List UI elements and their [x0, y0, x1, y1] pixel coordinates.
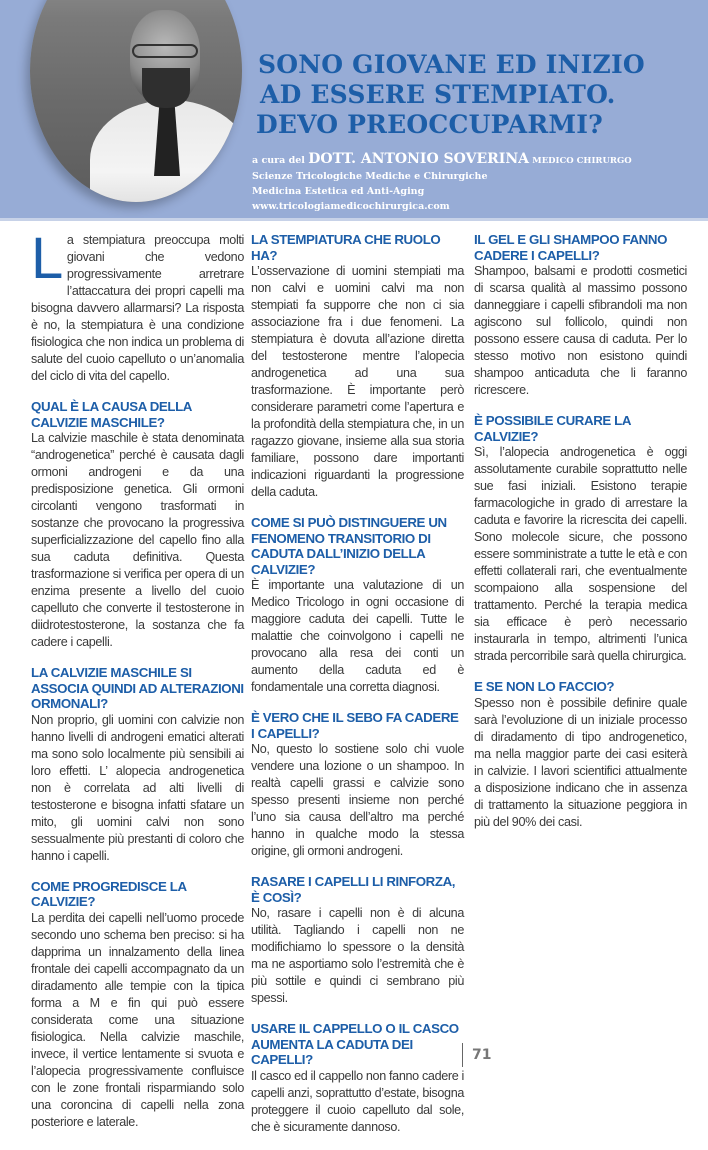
section-body: La perdita dei capelli nell’uomo procede secondo uno schema ben preciso: si ha dapprima un innalzamento della linea frontale dei capelli accompagnato da un diradamento alle tempie con la tipica forma a M e fin qui può essere considerata come una situazione fisiologica. Nella calvizie maschile, invece, il vertice lentamente si svuota e l’alopecia progressivamente confluisce con le zone frontali risparmiando solo una coroncina di capelli nella zona posteriore e laterale.	[31, 910, 244, 1129]
section-heading: QUAL È LA CAUSA DELLA CALVIZIE MASCHILE?	[31, 399, 192, 430]
page-number: 71	[462, 1043, 491, 1067]
portrait-beard	[142, 68, 190, 108]
article-column-2	[251, 232, 464, 1150]
section-body: No, rasare i capelli non è di alcuna utilità. Tagliando i capelli non ne modifichiamo lo spessore o la densità ma ne asportiamo solo l’estremità che è più sottile e quindi ci sembrano più spessi.	[251, 906, 464, 1005]
author-byline	[252, 152, 702, 214]
section-heading: LA CALVIZIE MASCHILE SI ASSOCIA QUINDI AD ALTERAZIONI ORMONALI?	[31, 665, 244, 711]
author-specialty-2: Medicina Estetica ed Anti-Aging	[252, 186, 425, 197]
article-title	[258, 50, 698, 140]
section-body: L’osservazione di uomini stempiati ma non calvi e uomini calvi ma non stempiati fa supporre che non ci sia associazione fra i due fenomeni. La stempiatura è dovuta all’azione diretta del testosterone mentre l’alopecia androgenetica ad una sua trasformazione. È importante però considerare parametri come l’apertura e la profondità della stempiatura che, in un ragazzo giovane, insieme alla sua storia familiare, possono dare importanti indicazioni riguardanti la progressione della caduta.	[251, 264, 464, 499]
section-body: Spesso non è possibile definire quale sarà l’evoluzione di un iniziale processo di diradamento di tipo androgenetico, ma nella maggior parte dei casi esiterà in calvizie. I lavori scientifici attualmente a disposizione indicano che in assenza di trattamento la situazione peggiora in più del 90% dei casi.	[474, 695, 687, 829]
header-divider	[0, 218, 708, 221]
title-line-1: SONO GIOVANE ED INIZIO	[258, 50, 645, 79]
section-heading: È POSSIBILE CURARE LA CALVIZIE?	[474, 413, 631, 444]
section-heading: COME PROGREDISCE LA CALVIZIE?	[31, 878, 187, 909]
intro-body: a stempiatura preoccupa molti giovani che vedono progressivamente arretrare l’attaccatura dei propri capelli ma bisogna davvero allarmarsi? La risposta è no, la stempiatura è una condizione fisiologica che non indica un problema di salute del cuoio capelluto o un’anomalia del ciclo di vita del capello.	[31, 233, 244, 383]
intro-paragraph	[31, 226, 244, 385]
title-line-3: DEVO PREOCCUPARMI?	[256, 110, 603, 139]
section-heading: COME SI PUÒ DISTINGUERE UN FENOMENO TRANSITORIO DI CADUTA DALL’INIZIO DELLA CALVIZIE?	[251, 515, 447, 577]
byline-prefix: a cura del	[252, 155, 305, 166]
section-body: Il casco ed il cappello non fanno cadere i capelli anzi, soprattutto d’estate, bisogna proteggere il cuoio capelluto dal sole, che è sicuramente dannoso.	[251, 1068, 464, 1134]
author-website[interactable]: www.tricologiamedicochirurgica.com	[252, 201, 450, 212]
article-header	[0, 0, 708, 218]
author-specialty: Scienze Tricologiche Mediche e Chirurgiche	[252, 171, 488, 182]
section-body: Sì, l’alopecia androgenetica è oggi assolutamente curabile soprattutto nelle sue fasi iniziali. Esistono terapie farmacologiche in grado di arrestare la caduta e favorire la ricrescita dei capelli. Sono molecole sicure, che possono essere somministrate a tutte le età e con effetti collaterali rari, che eventualmente scompaiono alla sospensione del trattamento. Perché la terapia medica sia efficace è però necessario instaurarla in tempo, altrimenti l’unica strada percorribile sarà quella chirurgica.	[474, 445, 687, 663]
drop-cap: L	[31, 226, 63, 291]
section-body: Non proprio, gli uomini con calvizie non hanno livelli di androgeni ematici alterati ma sono solo localmente più sensibili ai loro effetti. L’ alopecia androgenetica non è correlata ad alti livelli di testosterone e bisogna infatti sfatare un mito, gli uomini calvi non sono sessualmente più prestanti di coloro che hanno i capelli.	[31, 712, 244, 863]
section-body: La calvizie maschile è stata denominata “androgenetica” perché è causata dagli ormoni androgeni e da una predisposizione genetica. Gli ormoni circolanti vengono trasformati in sostanze che provocano la progressiva superficializzazione del capello fino alla sua caduta definitiva. Questa trasformazione si verifica per opera di un enzima presente a livello del cuoio capelluto che converte il testosterone in diidrotestosterone, la sostanza che fa cadere i capelli.	[31, 431, 244, 649]
article-column-1	[31, 226, 244, 1145]
section-heading: È VERO CHE IL SEBO FA CADERE I CAPELLI?	[251, 710, 459, 741]
section-heading: RASARE I CAPELLI LI RINFORZA, È COSÌ?	[251, 874, 456, 905]
author-role: MEDICO CHIRURGO	[532, 156, 632, 166]
article-column-3	[474, 232, 687, 845]
section-heading: LA STEMPIATURA CHE RUOLO HA?	[251, 232, 441, 263]
section-heading: E SE NON LO FACCIO?	[474, 679, 615, 694]
author-portrait	[30, 0, 242, 202]
title-line-2: AD ESSERE STEMPIATO.	[260, 80, 616, 109]
section-body: Shampoo, balsami e prodotti cosmetici di scarsa qualità al massimo possono danneggiare i capelli sfibrandoli ma non agiscono sul follicolo, quindi non possono essere causa di caduta. Per lo stesso motivo non esistono quindi shampoo anticaduta che li faranno ricrescere.	[474, 264, 687, 397]
portrait-glasses	[132, 44, 198, 58]
author-name: DOTT. ANTONIO SOVERINA	[308, 151, 529, 167]
section-heading: IL GEL E GLI SHAMPOO FANNO CADERE I CAPELLI?	[474, 232, 668, 263]
section-body: No, questo lo sostiene solo chi vuole vendere una lozione o un shampoo. In realtà capelli grassi e calvizie sono spesso presenti insieme non perché l’uno sia causa dell’altro ma perché hanno in qualche modo la stessa origine, gli ormoni androgeni.	[251, 742, 464, 858]
section-body: È importante una valutazione di un Medico Tricologo in ogni occasione di maggiore caduta dei capelli. Tutte le malattie che coinvolgono i capelli ne provocano alla resa dei conti un aumento della caduta ed è fondamentale una corretta diagnosi.	[251, 578, 464, 694]
section-heading: USARE IL CAPPELLO O IL CASCO AUMENTA LA CADUTA DEI CAPELLI?	[251, 1021, 459, 1067]
